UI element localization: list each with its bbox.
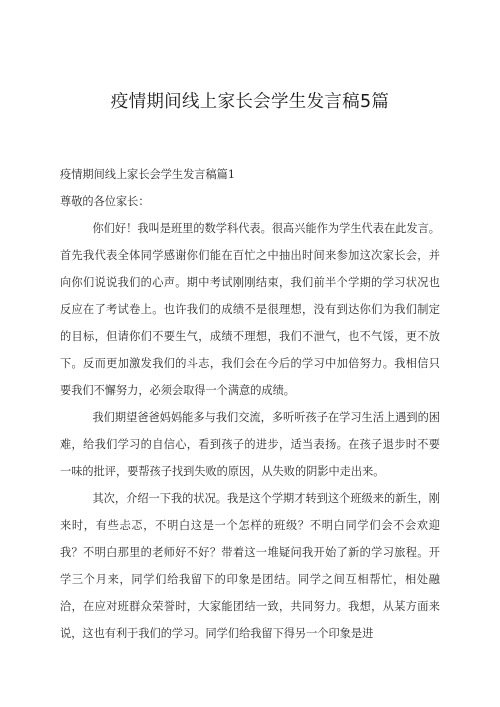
paragraph: 其次，介绍一下我的状况。我是这个学期才转到这个班级来的新生，刚来时，有些忐忑，不明白这是一个怎样的班级？不明白同学们会不会欢迎我？不明白那里的老师好不好？带着这一堆疑问我开始了新的学习旅程。开学三个月来，同学们给我留下的印象是团结。同学之间互相帮忙，相处融洽，在应对班群众荣誉时，大家能团结一致，共同努力。我想，从某方面来说，这也有利于我们的学习。同学们给我留下得另一个印象是进 [60,492,440,640]
document-title: 疫情期间线上家长会学生发言稿5篇 [110,92,390,112]
paragraph: 你们好！我叫是班里的数学科代表。很高兴能作为学生代表在此发言。首先我代表全体同学感谢你们能在百忙之中抽出时间来参加这次家长会，并向你们说说我们的心声。期中考试刚刚结束，我们前半个学期的学习状况也反应在了考试卷上。也许我们的成绩不是很理想，没有到达你们为我们制定的目标，但请你们不要生气，成绩不理想，我们不泄气，也不气馁，更不放下。反而更加激发我们的斗志，我们会在今后的学习中加倍努力。我相信只要我们不懈努力，必须会取得一个满意的成绩。 [60,222,440,397]
document-body [60,160,440,647]
salutation: 尊敬的各位家长： [60,195,150,208]
paragraph: 我们期望爸爸妈妈能多与我们交流，多听听孩子在学习生活上遇到的困难，给我们学习的自信心，看到孩子的进步，适当表扬。在孩子退步时不要一味的批评，要帮孩子找到失败的原因，从失败的阴影中走出来。 [60,411,440,478]
section-heading: 疫情期间线上家长会学生发言稿篇1 [60,168,235,181]
